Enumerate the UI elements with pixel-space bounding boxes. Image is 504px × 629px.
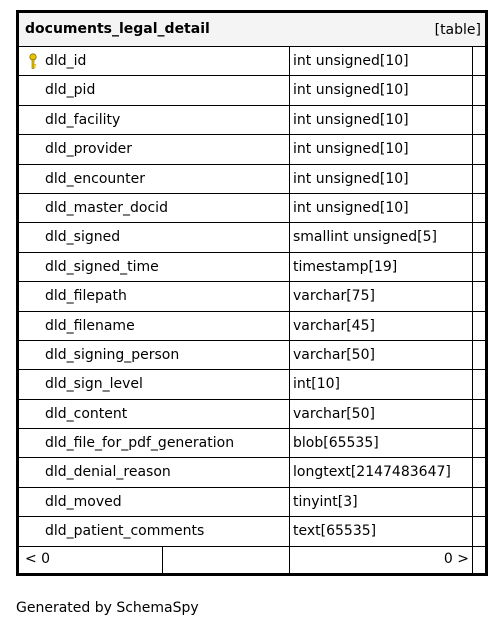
column-type: int unsigned[10] (293, 53, 409, 69)
column-name: dld_denial_reason (45, 464, 171, 481)
column-name: dld_pid (45, 82, 96, 99)
column-type: int[10] (293, 376, 340, 393)
column-name: dld_filepath (45, 288, 127, 305)
column-list (19, 47, 485, 547)
column-row (19, 282, 485, 311)
table-kind-label: [table] (434, 22, 481, 38)
column-row (19, 165, 485, 194)
generated-by-label: Generated by SchemaSpy (16, 600, 199, 616)
entity-footer (19, 547, 485, 573)
column-name: dld_signing_person (45, 346, 180, 363)
column-row (19, 76, 485, 105)
footer-divider (162, 547, 163, 573)
column-row (19, 429, 485, 458)
column-row (19, 194, 485, 223)
column-row (19, 135, 485, 164)
column-row (19, 458, 485, 487)
column-name: dld_patient_comments (45, 523, 205, 540)
column-row (19, 106, 485, 135)
column-row (19, 47, 485, 76)
children-count: 0 > (443, 550, 469, 567)
column-type: blob[65535] (293, 435, 379, 452)
column-type: tinyint[3] (293, 493, 358, 510)
column-row (19, 488, 485, 517)
table-name: documents_legal_detail (25, 21, 210, 37)
column-type: varchar[45] (293, 317, 375, 334)
column-name: dld_master_docid (45, 199, 168, 216)
footer-divider (472, 547, 473, 573)
column-type: longtext[2147483647] (293, 464, 451, 481)
entity-table (16, 10, 488, 576)
column-type: varchar[50] (293, 405, 375, 422)
column-type: text[65535] (293, 523, 377, 540)
column-name: dld_file_for_pdf_generation (45, 435, 235, 452)
column-name: dld_filename (45, 317, 135, 334)
parents-count: < 0 (25, 550, 51, 567)
column-row (19, 517, 485, 546)
column-name: dld_content (45, 405, 128, 422)
column-type: varchar[75] (293, 288, 375, 305)
column-name: dld_moved (45, 493, 122, 510)
column-name: dld_signed_time (45, 258, 159, 275)
column-row (19, 312, 485, 341)
column-name: dld_facility (45, 111, 121, 128)
column-type: int unsigned[10] (293, 199, 409, 216)
column-type: smallint unsigned[5] (293, 229, 438, 246)
column-type: int unsigned[10] (293, 82, 409, 99)
column-type: int unsigned[10] (293, 170, 409, 187)
column-row (19, 400, 485, 429)
column-row (19, 341, 485, 370)
column-row (19, 223, 485, 252)
column-type: timestamp[19] (293, 258, 398, 275)
column-name: dld_sign_level (45, 376, 143, 393)
footer-divider (289, 547, 290, 573)
column-name: dld_provider (45, 141, 132, 158)
key-icon (27, 53, 39, 71)
column-name: dld_signed (45, 229, 121, 246)
column-type: int unsigned[10] (293, 141, 409, 158)
column-type: int unsigned[10] (293, 111, 409, 128)
column-row (19, 253, 485, 282)
column-name: dld_id (45, 53, 87, 69)
column-name: dld_encounter (45, 170, 146, 187)
column-row (19, 370, 485, 399)
column-type: varchar[50] (293, 346, 375, 363)
entity-header (19, 13, 485, 47)
